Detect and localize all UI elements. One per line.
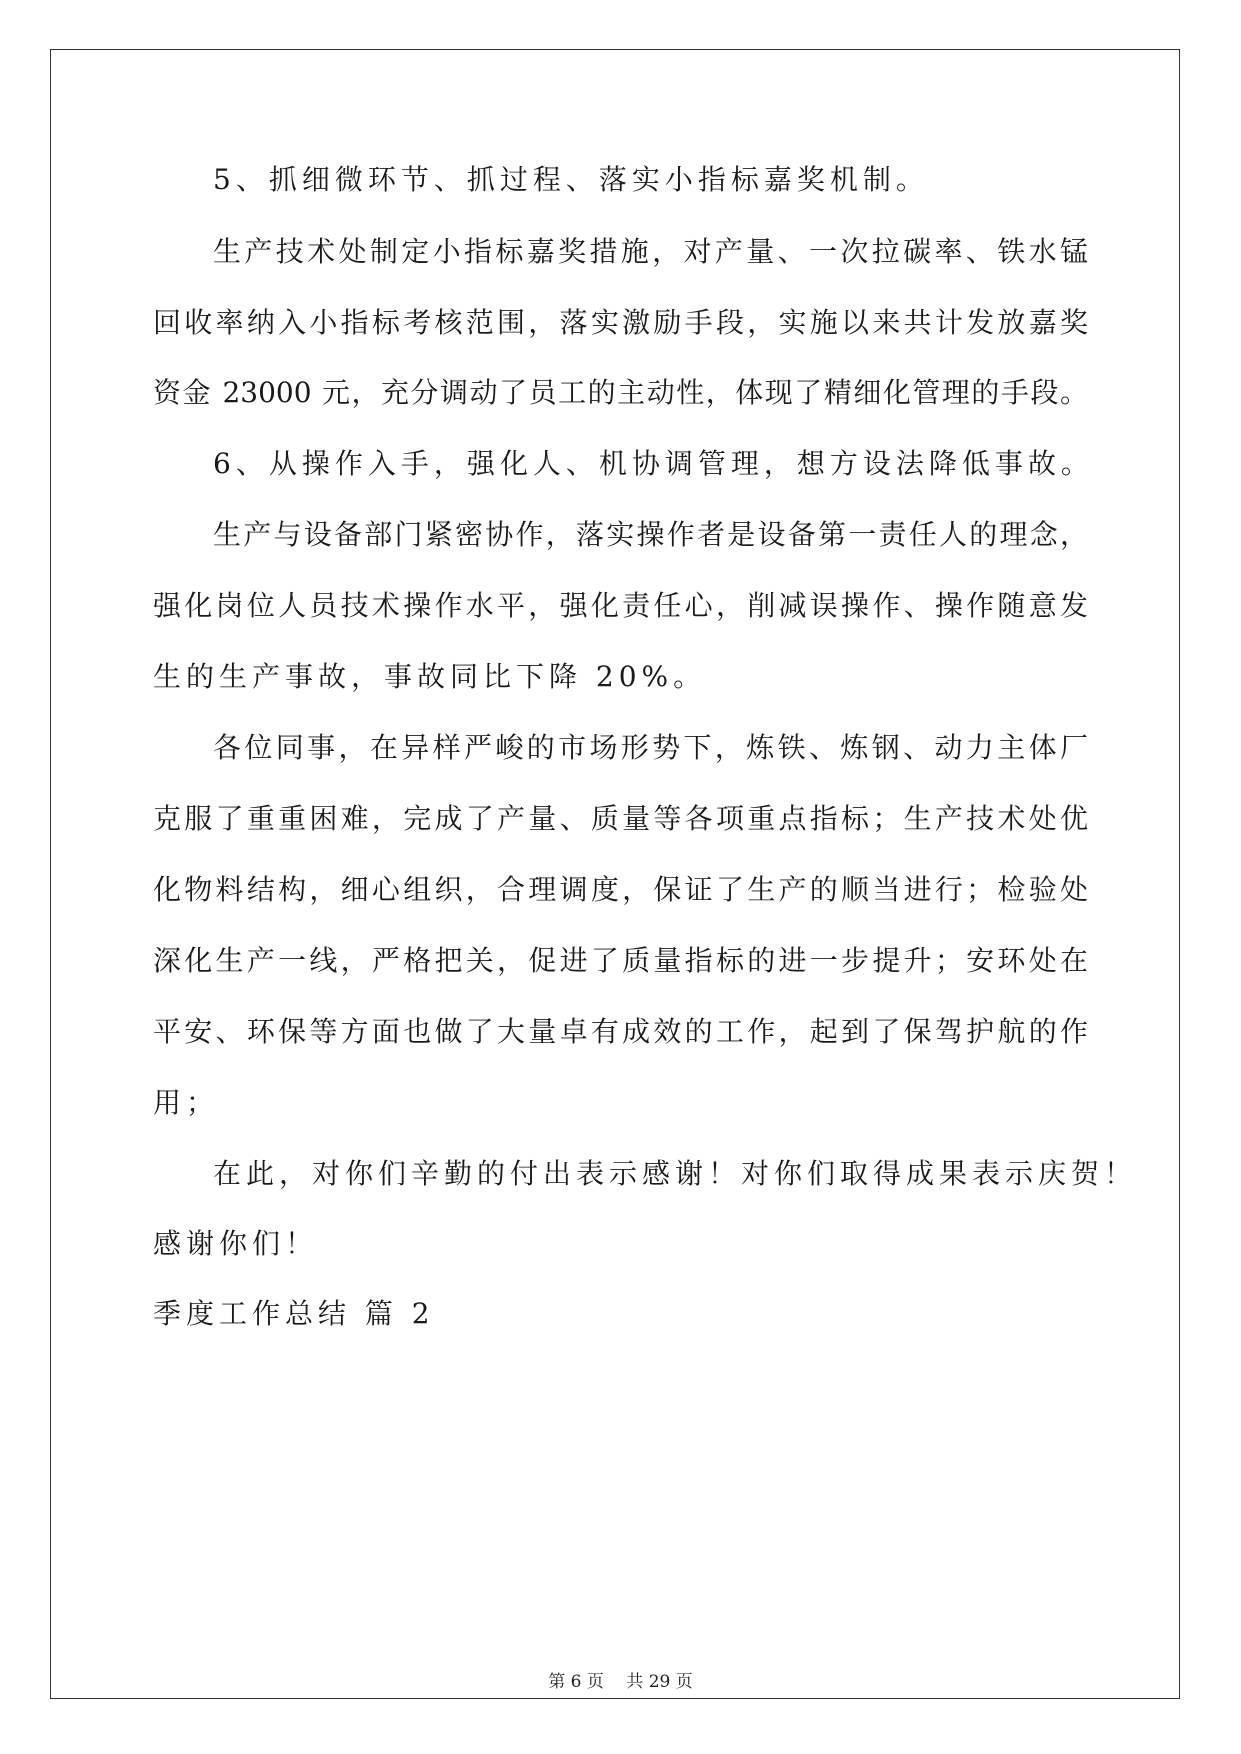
paragraph-line: 回收率纳入小指标考核范围，落实激励手段，实施以来共计发放嘉奖 [153, 306, 1088, 339]
paragraph-line: 化物料结构，细心组织，合理调度，保证了生产的顺当进行；检验处 [153, 873, 1088, 906]
paragraph-line: 生产与设备部门紧密协作，落实操作者是设备第一责任人的理念， [213, 518, 1088, 551]
paragraph-line: 强化岗位人员技术操作水平，强化责任心，削减误操作、操作随意发 [153, 589, 1088, 622]
paragraph-line: 平安、环保等方面也做了大量卓有成效的工作，起到了保驾护航的作 [153, 1015, 1088, 1048]
paragraph-line: 各位同事，在异样严峻的市场形势下，炼铁、炼钢、动力主体厂 [213, 731, 1088, 764]
paragraph-line: 资金 23000 元，充分调动了员工的主动性，体现了精细化管理的手段。 [153, 376, 1088, 409]
paragraph-line: 生的生产事故，事故同比下降 20%。 [153, 660, 707, 693]
section-title: 季度工作总结 篇 2 [153, 1297, 435, 1330]
paragraph-heading-5: 5、抓细微环节、抓过程、落实小指标嘉奖机制。 [213, 163, 929, 196]
page-footer: 第 6 页 共 29 页 [548, 1672, 693, 1692]
paragraph-line: 克服了重重困难，完成了产量、质量等各项重点指标；生产技术处优 [153, 802, 1088, 835]
paragraph-line: 深化生产一线，严格把关，促进了质量指标的进一步提升；安环处在 [153, 944, 1088, 977]
paragraph-heading-6: 6、从操作入手，强化人、机协调管理，想方设法降低事故。 [213, 447, 1094, 480]
paragraph-line: 感谢你们！ [153, 1227, 319, 1260]
paragraph-line: 生产技术处制定小指标嘉奖措施，对产量、一次拉碳率、铁水锰 [213, 235, 1088, 268]
paragraph-line: 在此，对你们辛勤的付出表示感谢！对你们取得成果表示庆贺！ [213, 1157, 1138, 1190]
paragraph-line: 用； [153, 1086, 220, 1119]
